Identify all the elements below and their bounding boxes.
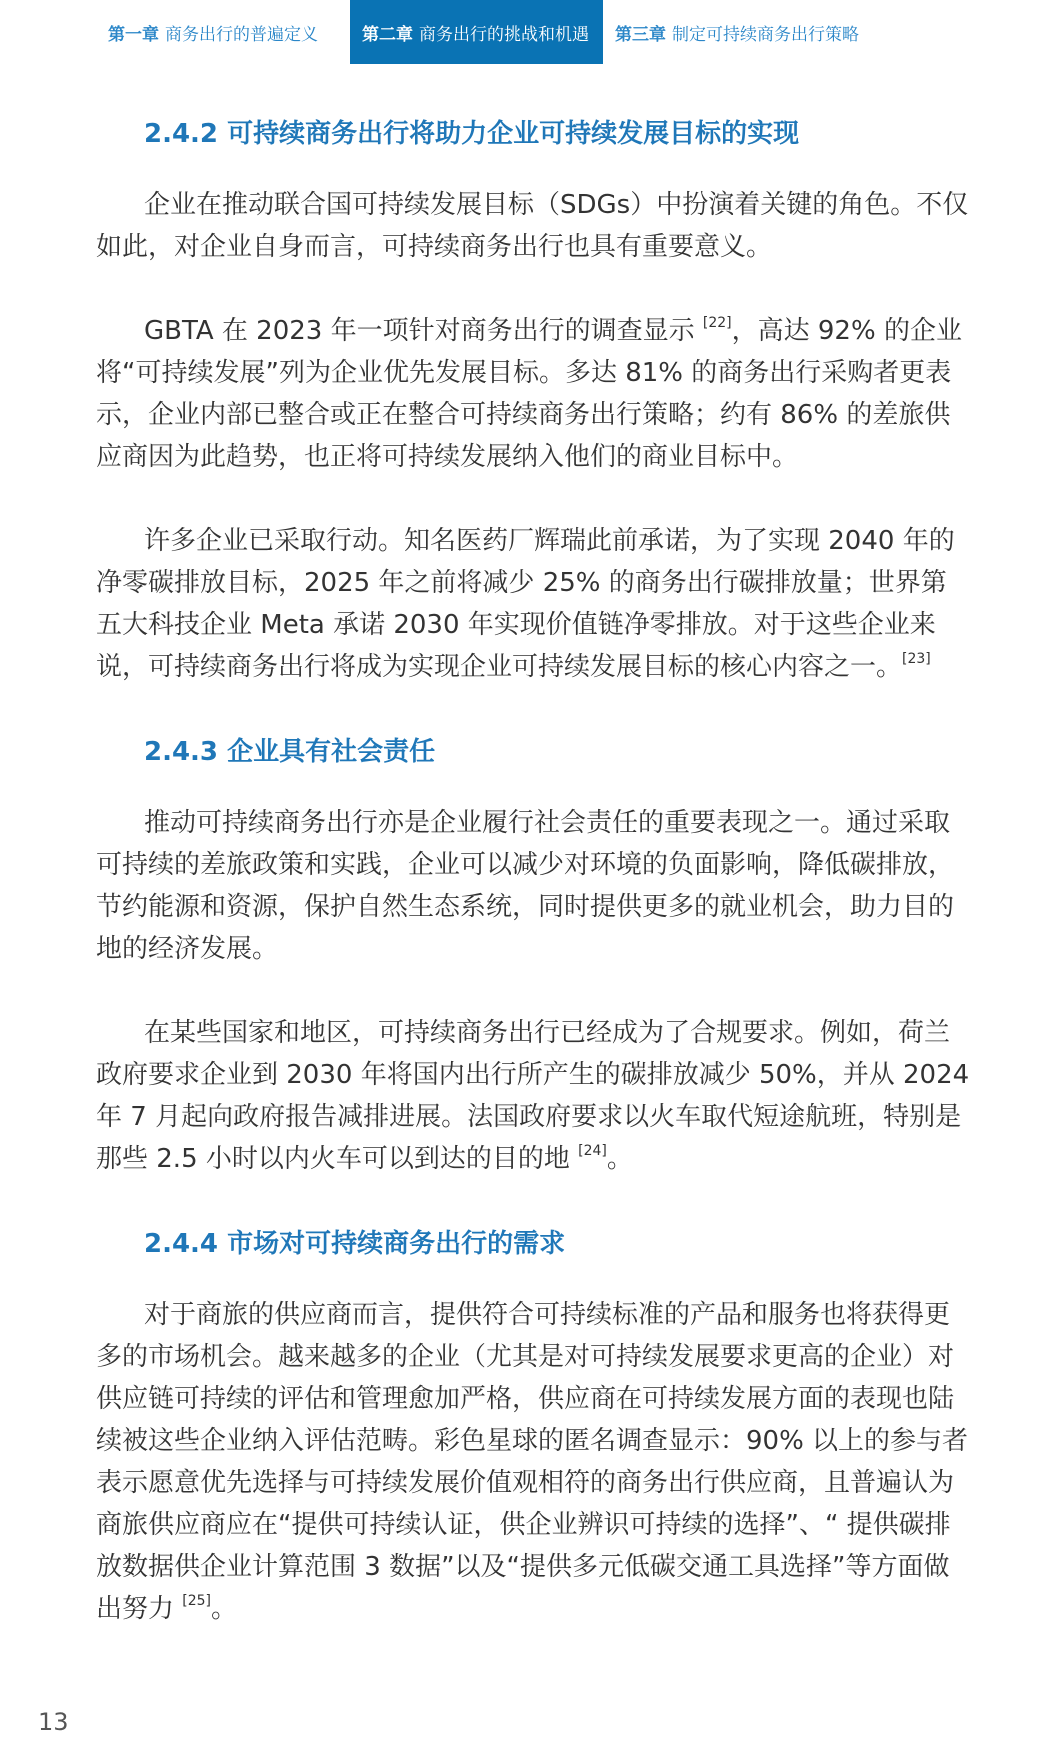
paragraph-text: 对于商旅的供应商而言，提供符合可持续标准的产品和服务也将获得更多的市场机会。越来越多的企业（尤其是对可持续发展要求更高的企业）对供应链可持续的评估和管理愈加严格，供应商在可持续发展方面的表现也陆续被这些企业纳入评估范畴。彩色星球的匿名调查显示：90% 以上的参与者表示愿意优先选择与可持续发展价值观相符的商务出行供应商，且普遍认为商旅供应商应在“提供可持续认证，供企业辨识可持续的选择”、“ 提供碳排放数据供企业计算范围 3 数据”以及“提供多元低碳交通工具选择”等方面做出努力 bbox=[96, 1300, 969, 1624]
paragraph-text: GBTA 在 2023 年一项针对商务出行的调查显示 bbox=[144, 316, 703, 346]
paragraph bbox=[96, 1012, 972, 1180]
paragraph bbox=[96, 184, 972, 268]
tab-chapter-3[interactable] bbox=[603, 0, 859, 64]
paragraph bbox=[96, 310, 972, 478]
chapter-3-number: 第三章 bbox=[615, 24, 666, 45]
paragraph bbox=[96, 520, 972, 688]
page-number: 13 bbox=[38, 1708, 69, 1736]
section-heading-2-4-2: 2.4.2 可持续商务出行将助力企业可持续发展目标的实现 bbox=[144, 119, 800, 149]
page-content bbox=[96, 104, 972, 1630]
tab-chapter-2-active[interactable] bbox=[350, 0, 603, 64]
reference-24[interactable]: [24] bbox=[578, 1143, 607, 1159]
paragraph-text: 在某些国家和地区，可持续商务出行已经成为了合规要求。例如，荷兰政府要求企业到 2030 年将国内出行所产生的碳排放减少 50%，并从 2024 年 7 月起向政府报告减排进展。法国政府要求以火车取代短途航班，特别是那些 2.5 小时以内火车可以到达的目的地 bbox=[96, 1018, 970, 1174]
reference-25[interactable]: [25] bbox=[182, 1593, 212, 1609]
reference-23[interactable]: [23] bbox=[902, 651, 931, 667]
paragraph bbox=[96, 1294, 972, 1630]
paragraph-text: 。 bbox=[606, 1144, 633, 1174]
paragraph-text: 推动可持续商务出行亦是企业履行社会责任的重要表现之一。通过采取可持续的差旅政策和实践，企业可以减少对环境的负面影响，降低碳排放，节约能源和资源，保护自然生态系统，同时提供更多的就业机会，助力目的地的经济发展。 bbox=[96, 808, 955, 964]
paragraph-text: ，高达 92% 的企业将“可持续发展”列为企业优先发展目标。多达 81% 的商务出行采购者更表示，企业内部已整合或正在整合可持续商务出行策略；约有 86% 的差旅供应商因为此趋势，也正将可持续发展纳入他们的商业目标中。 bbox=[96, 316, 962, 472]
section-heading-2-4-4: 2.4.4 市场对可持续商务出行的需求 bbox=[144, 1229, 566, 1259]
chapter-1-title: 商务出行的普遍定义 bbox=[165, 24, 318, 45]
tab-chapter-1[interactable] bbox=[0, 0, 350, 64]
paragraph bbox=[96, 802, 972, 970]
reference-22[interactable]: [22] bbox=[702, 315, 732, 331]
paragraph-text: 许多企业已采取行动。知名医药厂辉瑞此前承诺，为了实现 2040 年的净零碳排放目标，2025 年之前将减少 25% 的商务出行碳排放量；世界第五大科技企业 Meta 承诺 2030 年实现价值链净零排放。对于这些企业来说，可持续商务出行将成为实现企业可持续发展目标的核心内容之一。 bbox=[96, 526, 955, 682]
paragraph-text: 。 bbox=[211, 1594, 238, 1624]
paragraph-text: 企业在推动联合国可持续发展目标（SDGs）中扮演着关键的角色。不仅如此，对企业自身而言，可持续商务出行也具有重要意义。 bbox=[96, 190, 969, 262]
chapter-2-title: 商务出行的挑战和机遇 bbox=[419, 24, 589, 45]
chapter-3-title: 制定可持续商务出行策略 bbox=[672, 24, 859, 45]
chapter-1-number: 第一章 bbox=[108, 24, 159, 45]
section-heading-2-4-3: 2.4.3 企业具有社会责任 bbox=[144, 737, 436, 767]
chapter-nav bbox=[0, 0, 1063, 64]
chapter-2-number: 第二章 bbox=[362, 24, 413, 45]
